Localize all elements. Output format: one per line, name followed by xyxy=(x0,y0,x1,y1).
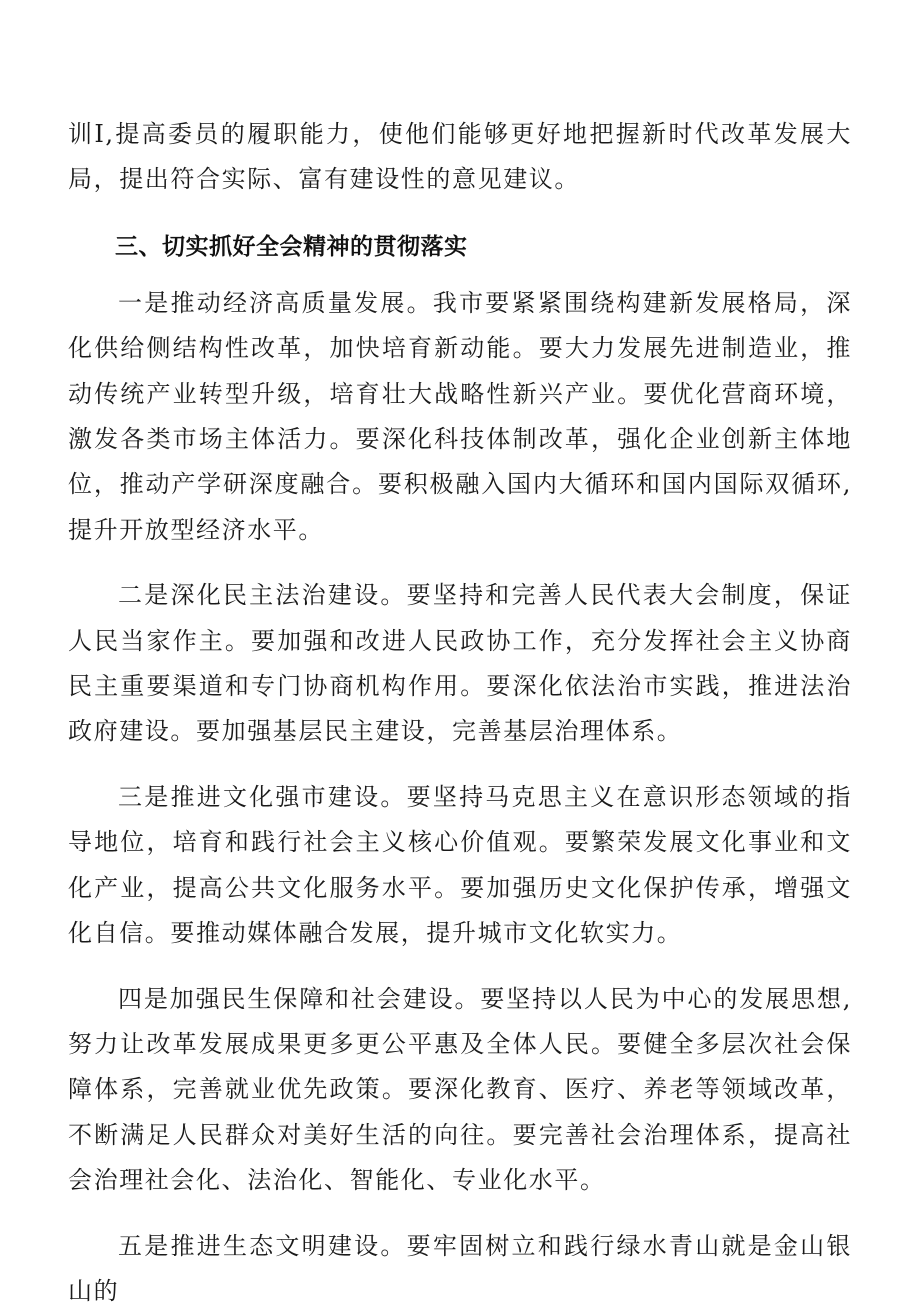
spacer xyxy=(68,203,852,227)
paragraph-culture: 三是推进文化强市建设。要坚持马克思主义在意识形态领域的指导地位，培育和践行社会主义核心价值观。要繁荣发展文化事业和文化产业，提高公共文化服务水平。要加强历史文化保护传承，增强文化自信。要推动媒体融合发展，提升城市文化软实力。 xyxy=(68,782,852,948)
spacer xyxy=(68,267,852,281)
paragraph-ecology: 五是推进生态文明建设。要牢固树立和践行绿水青山就是金山银山的 xyxy=(68,1231,852,1305)
paragraph-livelihood: 四是加强民生保障和社会建设。要坚持以人民为中心的发展思想,努力让改革发展成果更多更公平惠及全体人民。要健全多层次社会保障体系，完善就业优先政策。要深化教育、医疗、养老等领域改革，不断满足人民群众对美好生活的向往。要完善社会治理体系，提高社会治理社会化、法治化、智能化、专业化水平。 xyxy=(68,984,852,1195)
section-heading: 三、切实抓好全会精神的贯彻落实 xyxy=(115,233,468,260)
spacer xyxy=(68,1204,852,1224)
spacer xyxy=(68,755,852,775)
spacer xyxy=(68,957,852,977)
continuation-paragraph: 训I,提高委员的履职能力，使他们能够更好地把握新时代改革发展大局，提出符合实际、富有建设性的意见建议。 xyxy=(68,120,852,194)
document-body xyxy=(68,112,852,1314)
paragraph-democracy-law: 二是深化民主法治建设。要坚持和完善人民代表大会制度，保证人民当家作主。要加强和改进人民政协工作，充分发挥社会主义协商民主重要渠道和专门协商机构作用。要深化依法治市实践，推进法治政府建设。要加强基层民主建设，完善基层治理体系。 xyxy=(68,581,852,746)
spacer xyxy=(68,553,852,573)
paragraph-economy: 一是推动经济高质量发展。我市要紧紧围绕构建新发展格局，深化供给侧结构性改革，加快培育新动能。要大力发展先进制造业，推动传统产业转型升级，培育壮大战略性新兴产业。要优化营商环境，激发各类市场主体活力。要深化科技体制改革，强化企业创新主体地位，推动产学研深度融合。要积极融入国内大循环和国内国际双循环,提升开放型经济水平。 xyxy=(68,288,852,544)
